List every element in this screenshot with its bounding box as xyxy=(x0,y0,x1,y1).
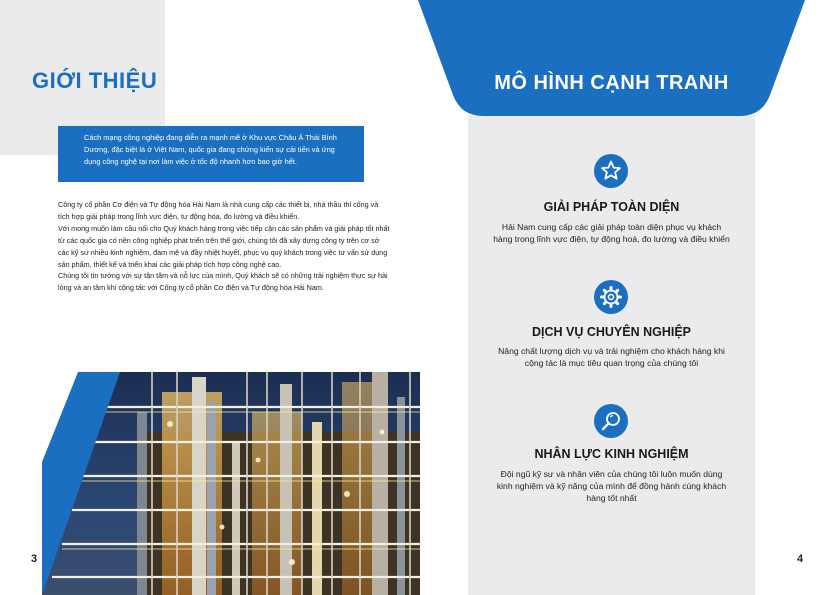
body-paragraph-3: Chúng tôi tin tưởng với sự tận tâm và nỗ lực của mình, Quý khách sẽ có những trải nghiệm thực sự hài lòng và an tâm khi cộng tác với Công ty cổ phần Cơ điện và Tự động hóa Hải Nam. xyxy=(58,271,388,293)
gear-icon xyxy=(594,280,628,314)
feature-title-3: NHÂN LỰC KINH NGHIỆM xyxy=(534,447,689,461)
page-title-right: MÔ HÌNH CẠNH TRANH xyxy=(494,72,729,94)
page-title-left: GIỚI THIỆU xyxy=(32,68,158,93)
feature-title-1: GIẢI PHÁP TOÀN DIỆN xyxy=(543,200,680,214)
feature-desc-1: Hải Nam cung cấp các giải pháp toàn diện phục vụ khách hàng trong lĩnh vực điện, tự động hoá, đo lường và điều khiển xyxy=(493,222,730,244)
body-paragraph-2: Với mong muốn làm cầu nối cho Quý khách hàng trong việc tiếp cận các sản phẩm và giải pháp tốt nhất từ các quốc gia có nền công nghiệp phát triển trên thế giới, chúng tôi đã xây dựng công ty trên cơ sở các kỹ sư nhiều kinh nghiệm, đam mê và đầy nhiệt huyết, phục vụ quý khách trong việc tư vấn sử dụng sản phẩm, thiết kế và triển khai các giải pháp tích hợp công nghệ cao. xyxy=(58,223,390,269)
intro-box xyxy=(58,126,364,182)
magnifier-icon xyxy=(594,404,628,438)
body-paragraph-1: Công ty cổ phần Cơ điện và Tự động hóa Hải Nam là nhà cung cấp các thiết bị, nhà thầu thi công và tích hợp giải pháp trong lĩnh vực điện, tự động hóa, đo lường và điều khiển. xyxy=(58,200,379,221)
page-number-right: 4 xyxy=(797,553,804,565)
page-number-left: 3 xyxy=(31,553,38,565)
title-banner xyxy=(418,0,805,116)
star-icon xyxy=(594,154,628,188)
feature-desc-3: Đội ngũ kỹ sư và nhân viên của chúng tôi luôn muốn dùng kinh nghiệm và kỹ năng của mình để đồng hành cùng khách hàng tốt nhất xyxy=(496,469,727,503)
industrial-plant-photo xyxy=(42,372,420,595)
intro-text: Cách mạng công nghiệp đang diễn ra mạnh mẽ ở Khu vực Châu Á Thái Bình Dương, đặc biệt là ở Việt Nam, quốc gia đang chứng kiến sự cải tiến và ứng dụng công nghệ tại nơi làm việc ở tốc độ nhanh hơn bao giờ hết. xyxy=(84,133,337,166)
body-text xyxy=(58,199,390,294)
feature-title-2: DỊCH VỤ CHUYÊN NGHIỆP xyxy=(531,325,692,339)
feature-desc-2: Nâng chất lượng dịch vụ và trải nghiệm cho khách hàng khi cộng tác là mục tiêu quan trọng của chúng tôi xyxy=(498,346,725,368)
